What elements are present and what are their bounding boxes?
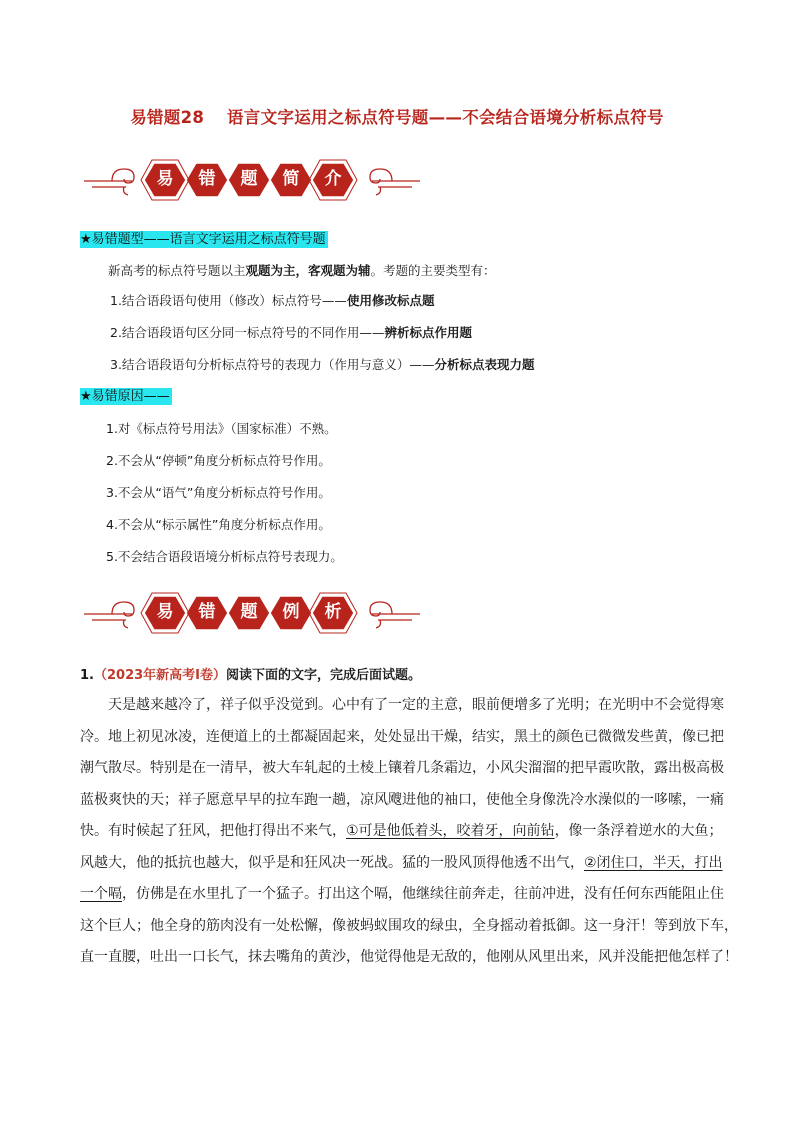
passage-line <box>80 911 738 943</box>
underlined-sentence-2-cont: 一个嗝 <box>80 886 122 902</box>
passage-text: 天是越来越冷了，祥子似乎没觉到。心中有了一定的主意，眼前便增多了光明；在光明中不会觉得寒 <box>80 697 724 713</box>
banner-example <box>82 588 422 638</box>
reason-item-5: 5.不会结合语段语境分析标点符号表现力。 <box>106 549 343 564</box>
type-item-text: 3.结合语段语句分析标点符号的表现力（作用与意义）—— <box>110 357 435 372</box>
type-item-bold: 分析标点表现力题 <box>434 357 535 372</box>
type-item-bold: 使用修改标点题 <box>346 293 435 308</box>
banner-intro-char-4: 简 <box>282 169 300 189</box>
passage-line <box>80 879 724 911</box>
type-item-3 <box>110 356 534 374</box>
banner-intro-char-3: 题 <box>240 169 258 189</box>
passage-text: 这个巨人；他全身的筋肉没有一处松懈，像被蚂蚁围攻的绿虫，全身摇动着抵御。这一身汗！等到放下车， <box>80 917 738 934</box>
passage-line <box>80 848 723 880</box>
passage-text: 直一直腰，吐出一口长气，抹去嘴角的黄沙，他觉得他是无敌的，他刚从风里出来，风并没能把他怎样了！ <box>80 949 738 965</box>
section-heading-reason: ★易错原因—— <box>80 389 170 404</box>
type-item-1 <box>110 292 434 310</box>
passage-line <box>80 722 724 754</box>
passage-line <box>80 690 724 722</box>
reason-item-2: 2.不会从“停顿”角度分析标点符号作用。 <box>106 453 331 468</box>
banner-example-char-5: 析 <box>324 602 342 622</box>
reason-item-3: 3.不会从“语气”角度分析标点符号作用。 <box>106 485 331 500</box>
intro-line <box>108 262 496 280</box>
type-item-text: 2.结合语段语句区分同一标点符号的不同作用—— <box>110 325 385 340</box>
question-source: （2023年新高考Ⅰ卷） <box>93 668 227 683</box>
page-title: 易错题28 语言文字运用之标点符号题——不会结合语境分析标点符号 <box>130 108 664 127</box>
intro-text: 新高考的标点符号题以主 <box>108 263 246 278</box>
underlined-sentence-1: ①可是他低着头，咬着牙，向前钻 <box>346 823 555 839</box>
intro-text-end: 。考题的主要类型有： <box>370 263 496 278</box>
type-item-bold: 辨析标点作用题 <box>384 325 472 340</box>
passage-line <box>80 753 724 785</box>
question-header <box>80 664 421 683</box>
reason-item-1: 1.对《标点符号用法》（国家标准）不熟。 <box>106 421 337 436</box>
banner-intro-char-5: 介 <box>324 169 342 189</box>
passage <box>80 690 738 974</box>
banner-example-char-4: 例 <box>282 602 300 622</box>
passage-text: 冷。地上初见冰凌，连便道上的土都凝固起来，处处显出干燥，结实，黑土的颜色已微微发些黄，像已把 <box>80 728 724 745</box>
passage-line <box>80 785 724 817</box>
type-item-2 <box>110 324 472 342</box>
section-heading-type: ★易错题型——语言文字运用之标点符号题 <box>80 232 326 247</box>
passage-line <box>80 816 723 848</box>
passage-text: 蓝极爽快的天；祥子愿意早早的拉车跑一趟，凉风飕进他的袖口，使他全身像洗冷水澡似的一哆嗦，一痛 <box>80 791 724 808</box>
banner-example-char-3: 题 <box>240 602 258 622</box>
passage-text: ，仿佛是在水里扎了一个猛子。打出这个嗝，他继续往前奔走，往前冲进，没有任何东西能阻止住 <box>122 886 724 902</box>
passage-line <box>80 942 738 974</box>
banner-example-char-2: 错 <box>198 602 216 622</box>
banner-intro-char-1: 易 <box>156 169 174 189</box>
question-number: 1. <box>80 668 94 683</box>
question-prompt: 阅读下面的文字，完成后面试题。 <box>226 668 422 683</box>
reason-item-4: 4.不会从“标示属性”角度分析标点作用。 <box>106 517 331 532</box>
banner-example-char-1: 易 <box>156 602 174 622</box>
passage-text: 快。有时候起了狂风，把他打得出不来气， <box>80 823 346 839</box>
banner-intro-char-2: 错 <box>198 169 216 189</box>
type-item-text: 1.结合语段语句使用（修改）标点符号—— <box>110 293 347 308</box>
passage-text: 风越大，他的抵抗也越大，似乎是和狂风决一死战。猛的一股风顶得他透不出气， <box>80 854 584 871</box>
passage-text: 潮气散尽。特别是在一清早，被大车轧起的土棱上镶着几条霜边，小风尖溜溜的把早霞吹散，露出极高极 <box>80 760 724 776</box>
passage-text: ，像一条浮着逆水的大鱼； <box>554 823 723 839</box>
intro-bold: 观题为主，客观题为辅 <box>245 263 371 278</box>
underlined-sentence-2: ②闭住口，半天，打出 <box>584 854 723 871</box>
banner-intro <box>82 155 422 205</box>
